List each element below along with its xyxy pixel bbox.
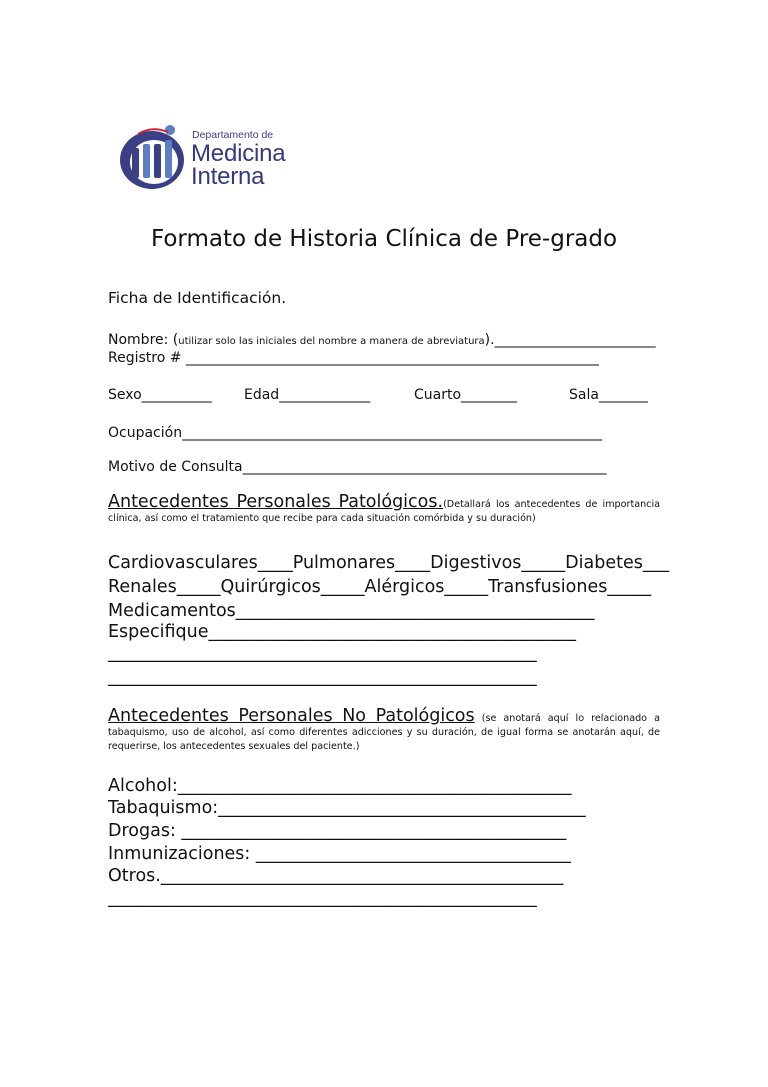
medicamentos-field[interactable]: Medicamentos_________________________________________: [108, 601, 595, 621]
edad-field[interactable]: Edad_____________: [244, 387, 371, 403]
patologicos-blank-line-1[interactable]: _________________________________________________: [108, 643, 537, 663]
no-patologicos-note: (se anotará aquí lo relacionado a tabaquismo, uso de alcohol, así como diferentes adicciones y su duración, de igual forma se anotarán aquí, de requerirse, los antecedentes sexuales del paciente.): [108, 713, 660, 752]
patologicos-heading: Antecedentes Personales Patológicos.: [108, 492, 444, 512]
sexo-field[interactable]: Sexo__________: [108, 387, 212, 403]
patologicos-section-heading: [108, 492, 660, 526]
no-patologicos-section-heading: [108, 706, 660, 754]
patologicos-line-2[interactable]: Renales_____Quirúrgicos_____Alérgicos_____Transfusiones_____: [108, 577, 652, 597]
tabaquismo-field[interactable]: Tabaquismo:__________________________________________: [108, 798, 586, 818]
logo-medicina-text: Medicina: [191, 140, 286, 167]
patologicos-blank-line-2[interactable]: _________________________________________________: [108, 667, 537, 687]
nombre-field[interactable]: )._______________________: [484, 332, 656, 348]
logo-department-text: Departamento de: [192, 129, 274, 141]
department-logo: [118, 120, 318, 200]
no-patologicos-heading: Antecedentes Personales No Patológicos: [108, 706, 475, 726]
ocupacion-field[interactable]: Ocupación____________________________________________________________: [108, 425, 603, 441]
patologicos-line-1[interactable]: Cardiovasculares____Pulmonares____Digestivos_____Diabetes___: [108, 553, 670, 573]
nombre-line: [108, 332, 656, 348]
alcohol-field[interactable]: Alcohol:_____________________________________________: [108, 776, 572, 796]
cuarto-field[interactable]: Cuarto________: [414, 387, 518, 403]
nombre-note: utilizar solo las iniciales del nombre a manera de abreviatura: [178, 336, 485, 347]
logo-interna-text: Interna: [191, 163, 265, 190]
drogas-field[interactable]: Drogas: ____________________________________________: [108, 821, 567, 841]
sala-field[interactable]: Sala_______: [569, 387, 648, 403]
document-title: Formato de Historia Clínica de Pre-grado: [150, 226, 618, 252]
patologicos-note: (Detallará los antecedentes de importancia clínica, así como el tratamiento que recibe para cada situación comórbida y su duración): [108, 499, 660, 524]
nombre-label: Nombre: (: [108, 332, 179, 348]
no-patologicos-blank-line[interactable]: _________________________________________________: [108, 888, 537, 908]
especifique-field[interactable]: Especifique__________________________________________: [108, 622, 577, 642]
otros-field[interactable]: Otros.______________________________________________: [108, 866, 564, 886]
identificacion-heading: Ficha de Identificación.: [108, 289, 287, 307]
motivo-consulta-field[interactable]: Motivo de Consulta____________________________________________________: [108, 459, 607, 475]
medicina-interna-logo-icon: [118, 120, 190, 192]
inmunizaciones-field[interactable]: Inmunizaciones: ____________________________________: [108, 844, 571, 864]
registro-field[interactable]: Registro # ___________________________________________________________: [108, 350, 599, 366]
